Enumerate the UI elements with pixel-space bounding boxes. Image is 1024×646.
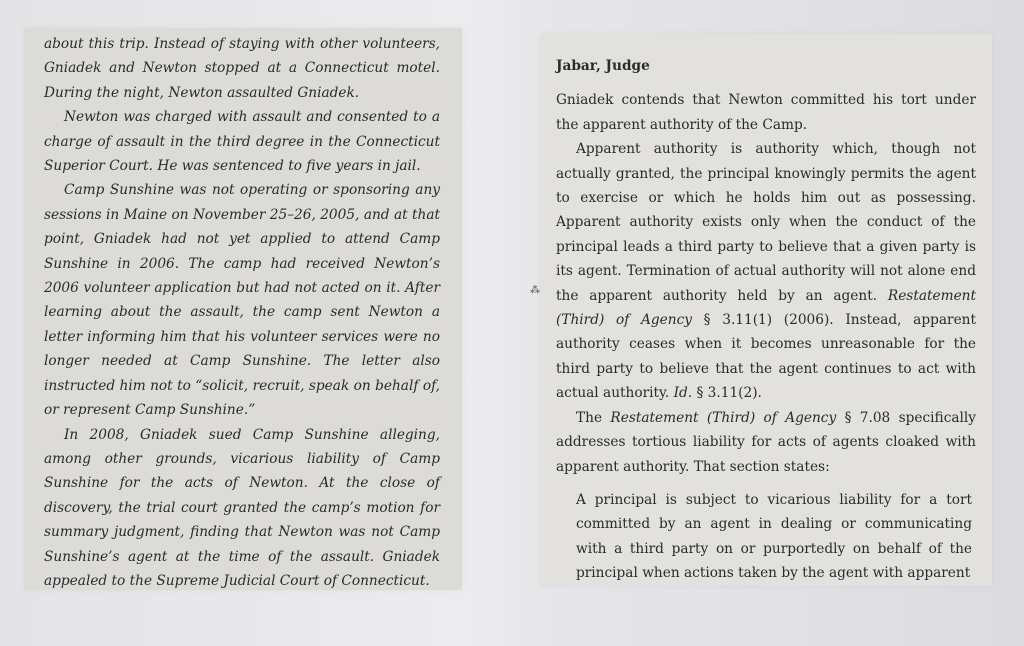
- restatement-citation-2: Restatement (Third) of Agency: [610, 409, 837, 426]
- left-paragraph-4: In 2008, Gniadek sued Camp Sunshine alleging, among other grounds, vicarious liability of Camp Sunshine for the acts of Newton. At the close of discovery, the trial court granted the camp’s motion for summary judgment, finding that Newton was not Camp Sunshine’s agent at the time of the assault. Gniadek appealed to the Supreme Judicial Court of Connecticut.: [44, 426, 440, 589]
- right-paragraph-2-text: Apparent authority is authority which, though not actually granted, the principal knowingly permits the agent to exercise or which he holds him out as possessing. Apparent authority exists only when the conduct of the principal leads a third party to believe that a given party is its agent. Termination of actual authority will not alone end the apparent authority held by an agent.: [556, 141, 976, 304]
- block-quote: A principal is subject to vicarious liability for a tort committed by an agent in dealing or communicating with a third party on or purportedly on behalf of the principal when actions taken by the agent with apparent: [576, 491, 972, 582]
- left-paragraph-3: Camp Sunshine was not operating or sponsoring any sessions in Maine on November 25–26, 2005, and at that point, Gniadek had not yet applied to attend Camp Sunshine in 2006. The camp had received Newton’s 2006 volunteer application but had not acted on it. After learning about the assault, the camp sent Newton a letter informing him that his volunteer services were no longer needed at Camp Sunshine. The letter also instructed him not to “solicit, recruit, speak on behalf of, or represent Camp Sunshine.”: [44, 182, 440, 419]
- right-paragraph-3-before: The: [576, 409, 611, 426]
- gutter-mark: ⁂: [530, 285, 540, 296]
- right-page: [540, 34, 992, 586]
- right-paragraph-2-after-2: § 3.11(2).: [692, 385, 762, 402]
- right-paragraph-3: [556, 406, 976, 479]
- judge-heading: Jabar, Judge: [556, 58, 650, 74]
- right-paragraph-1: Gniadek contends that Newton committed his tort under the apparent authority of the Camp.: [556, 92, 976, 133]
- left-page: [24, 28, 462, 590]
- id-citation: Id.: [673, 385, 693, 402]
- left-paragraph-1: about this trip. Instead of staying with other volunteers, Gniadek and Newton stopped at a Connecticut motel. During the night, Newton assaulted Gniadek.: [44, 36, 440, 101]
- left-paragraph-2: Newton was charged with assault and consented to a charge of assault in the third degree in the Connecticut Superior Court. He was sentenced to five years in jail.: [44, 109, 440, 175]
- right-paragraph-2: [556, 137, 976, 405]
- right-paragraph-2-after-1: § 3.11(1) (2006). Instead, apparent authority ceases when it becomes unreasonable for the third party to believe that the agent continues to act with actual authority.: [556, 312, 976, 402]
- right-paragraph-3-after: § 7.08 specifically addresses tortious liability for acts of agents cloaked with apparent authority. That section states:: [556, 409, 977, 475]
- restatement-citation-1: Restatement (Third) of Agency: [556, 287, 976, 329]
